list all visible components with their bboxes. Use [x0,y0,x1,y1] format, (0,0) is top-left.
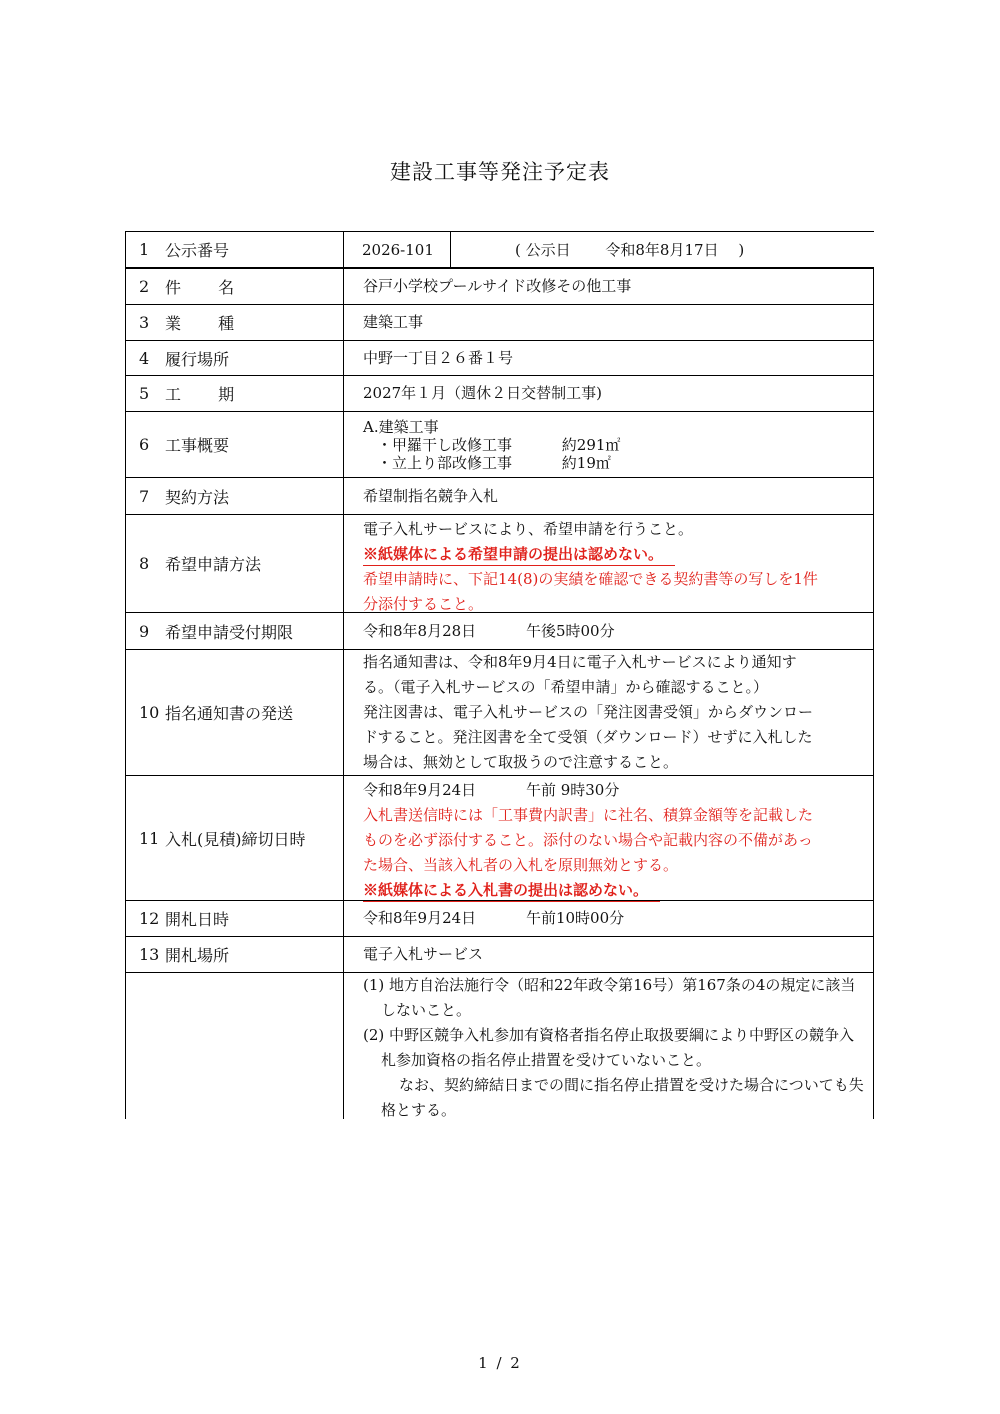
requirement-note: なお、契約締結日までの間に指名停止措置を受けた場合についても失格とする。 [381,1076,864,1119]
application-method [344,515,873,612]
table-row [125,937,874,973]
table-row [125,231,874,268]
row-label [126,376,344,411]
row-label-text: 開札場所 [165,946,230,965]
text-line: 発注図書は、電子入札サービスの「発注図書受領」からダウンロー [363,703,814,721]
table-row [125,412,874,478]
row-label [126,973,344,1119]
warning-line: 入札書送信時には「工事費内訳書」に社名、積算金額等を記載した [363,806,814,824]
warning-line: た場合、当該入札者の入札を原則無効とする。 [363,856,679,874]
table-row [125,776,874,901]
notice-number: 2026-101 [344,232,451,267]
requirement-item: (1) 地方自治法施行令（昭和22年政令第16号）第167条の4の規定に該当しないこと。 [363,976,856,1019]
text-line: 令和8年9月24日 午前 9時30分 [363,781,620,799]
row-label [126,305,344,340]
row-label-text: 業 種 [165,314,235,333]
row-label-text: 公示番号 [165,241,230,260]
summary-line: ・立上り部改修工事 約19㎡ [377,453,611,472]
row-label-text: 希望申請方法 [165,555,262,574]
table-row [125,973,874,1119]
opening-datetime: 令和8年9月24日 午前10時00分 [363,909,625,927]
row-label-text: 履行場所 [165,349,230,369]
text-line: 場合は、無効として取扱うので注意すること。 [363,753,679,771]
row-label [126,937,344,972]
row-number: 12 [139,909,160,928]
table-row [125,613,874,650]
nomination-notice [344,650,873,775]
row-number: 10 [139,703,160,722]
table-row [125,515,874,613]
summary-line: ・甲羅干し改修工事 約291㎡ [377,435,621,454]
order-schedule-table [125,231,874,1119]
row-number: 4 [139,348,150,368]
row-label [126,412,344,477]
application-deadline: 令和8年8月28日 午後5時00分 [363,621,615,640]
opening-place: 電子入札サービス [363,945,484,963]
row-label-text: 指名通知書の発送 [165,704,294,723]
work-location: 中野一丁目２６番１号 [363,348,514,367]
summary-line: A.建築工事 [363,417,439,436]
row-label-text: 件 名 [165,278,235,297]
row-number: 5 [139,384,150,403]
row-label [126,650,344,775]
row-label [126,515,344,612]
row-number: 1 [139,240,150,259]
row-label-text: 希望申請受付期限 [165,622,294,642]
row-number: 9 [139,621,150,641]
row-label-text: 工事概要 [165,436,230,455]
row-label [126,901,344,936]
warning-line: ものを必ず添付すること。添付のない場合や記載内容の不備があっ [363,831,813,849]
business-type: 建築工事 [363,313,424,331]
table-row [125,901,874,937]
work-summary [344,412,873,477]
text-line: 電子入札サービスにより、希望申請を行うこと。 [363,520,694,538]
participation-requirements [344,973,873,1119]
project-name: 谷戸小学校プールサイド改修その他工事 [363,277,632,295]
row-label-text: 契約方法 [165,487,230,507]
text-line: ドすること。発注図書を全て受領（ダウンロード）せずに入札した [363,728,813,746]
requirement-item: (2) 中野区競争入札参加有資格者指名停止取扱要綱により中野区の競争入札参加資格の指名停止措置を受けていないこと。 [363,1026,855,1069]
bid-deadline [344,776,873,900]
row-label-text: 工 期 [165,385,235,404]
text-line: る。（電子入札サービスの「希望申請」から確認すること。） [363,678,769,696]
table-row [125,305,874,341]
table-row [125,478,874,515]
page-title: 建設工事等発注予定表 [390,160,610,184]
row-number: 11 [139,828,160,848]
row-number: 13 [139,945,160,964]
row-label [126,613,344,649]
construction-period: 2027年１月（週休２日交替制工事) [363,384,603,402]
warning-line: 希望申請時に、下記14(8)の実績を確認できる契約書等の写しを1件 [363,570,818,588]
table-row [125,376,874,412]
contract-method: 希望制指名競争入札 [363,486,499,505]
row-label-text: 開札日時 [165,910,230,929]
table-row [125,268,874,305]
row-label-text: 入札(見積)締切日時 [165,829,306,849]
row-label [126,269,344,304]
row-label [126,776,344,900]
row-label [126,341,344,375]
row-number: 2 [139,277,150,296]
row-label [126,478,344,514]
warning-line: 分添付すること。 [363,595,484,613]
warning-line: ※紙媒体による入札書の提出は認めない。 [363,878,865,903]
row-label [126,232,344,267]
notice-date: ( 公示日 令和8年8月17日 ) [515,241,745,259]
row-number: 3 [139,313,150,332]
row-number: 6 [139,435,150,454]
text-line: 指名通知書は、令和8年9月4日に電子入札サービスにより通知す [363,653,797,671]
table-row [125,341,874,376]
table-row [125,650,874,776]
warning-line: ※紙媒体による希望申請の提出は認めない。 [363,542,865,567]
page-number: 1 / 2 [478,1354,522,1372]
row-number: 7 [139,486,150,506]
row-number: 8 [139,554,150,573]
